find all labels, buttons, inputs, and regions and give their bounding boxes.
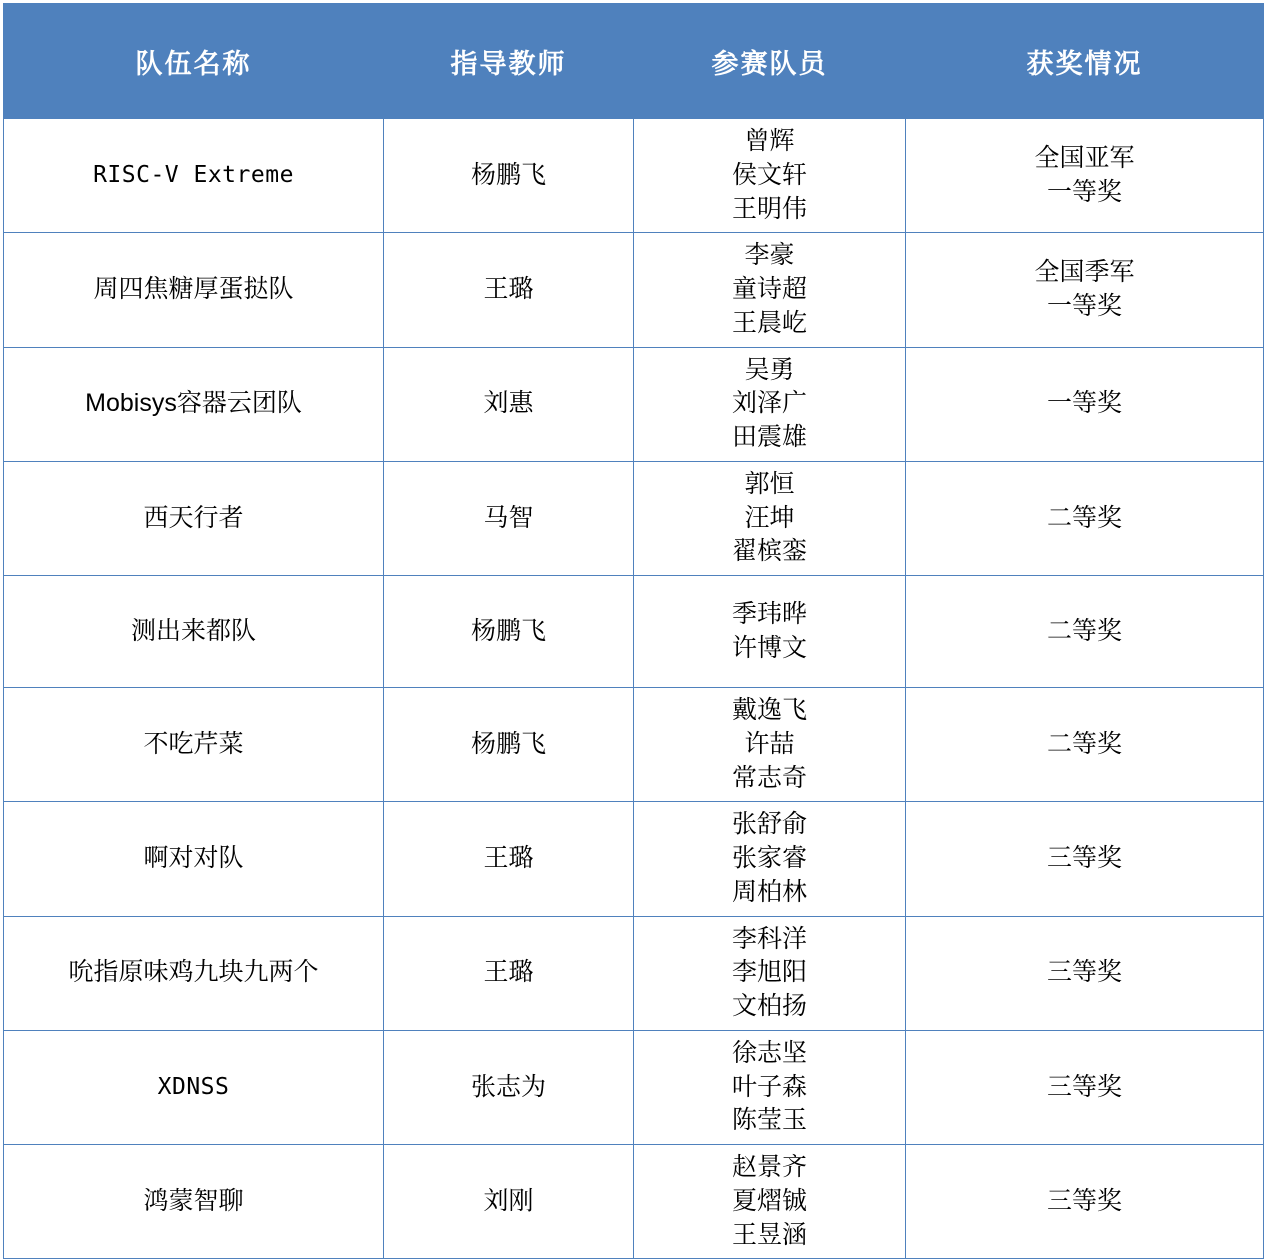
award-label: 三等奖	[1046, 1072, 1122, 1101]
cell-advisor: 杨鹏飞	[384, 119, 634, 233]
member-name: 刘泽广	[731, 389, 807, 418]
cell-team-name: Mobisys容器云团队	[4, 347, 384, 461]
cell-award	[906, 1145, 1264, 1259]
cell-advisor: 杨鹏飞	[384, 576, 634, 688]
member-name: 王晨屹	[731, 308, 807, 337]
member-name: 赵景齐	[731, 1153, 807, 1181]
cell-members	[634, 119, 906, 233]
table-header	[4, 4, 1264, 119]
cell-advisor: 杨鹏飞	[384, 688, 634, 802]
member-name: 田震雄	[731, 423, 807, 451]
cell-team-name: 鸿蒙智聊	[4, 1145, 384, 1259]
cell-award	[906, 347, 1264, 461]
member-name: 李科洋	[731, 924, 807, 953]
cell-members	[634, 576, 906, 688]
award-label: 三等奖	[1046, 1186, 1122, 1215]
cell-members	[634, 461, 906, 575]
cell-award	[906, 1030, 1264, 1144]
cell-advisor: 王璐	[384, 802, 634, 916]
cell-members	[634, 347, 906, 461]
award-table-container	[0, 3, 1266, 1259]
table-row	[4, 916, 1264, 1030]
member-name: 许博文	[731, 633, 807, 662]
member-name: 张家睿	[731, 844, 807, 872]
member-name: 徐志坚	[731, 1038, 807, 1067]
cell-advisor: 王璐	[384, 233, 634, 347]
member-name: 李旭阳	[731, 958, 807, 987]
column-header-advisor: 指导教师	[384, 4, 634, 119]
cell-members	[634, 802, 906, 916]
table-row	[4, 233, 1264, 347]
table-row	[4, 688, 1264, 802]
cell-award	[906, 119, 1264, 233]
cell-award	[906, 916, 1264, 1030]
table-row	[4, 1145, 1264, 1259]
cell-award	[906, 576, 1264, 688]
member-name: 吴勇	[744, 355, 795, 384]
cell-team-name: 西天行者	[4, 461, 384, 575]
award-label: 一等奖	[1046, 177, 1122, 206]
cell-team-name: RISC-V Extreme	[4, 119, 384, 233]
cell-advisor: 张志为	[384, 1030, 634, 1144]
award-label: 全国亚军	[1034, 143, 1135, 172]
cell-members	[634, 1145, 906, 1259]
cell-award	[906, 688, 1264, 802]
member-name: 汪坤	[744, 503, 795, 532]
cell-members	[634, 1030, 906, 1144]
cell-members	[634, 916, 906, 1030]
cell-members	[634, 233, 906, 347]
header-row	[4, 4, 1264, 119]
award-label: 一等奖	[1046, 291, 1122, 320]
cell-award	[906, 461, 1264, 575]
cell-advisor: 王璐	[384, 916, 634, 1030]
table-row	[4, 347, 1264, 461]
award-label: 全国季军	[1034, 258, 1135, 287]
member-name: 陈莹玉	[731, 1106, 807, 1135]
cell-award	[906, 233, 1264, 347]
award-label: 二等奖	[1046, 616, 1122, 645]
column-header-team-name: 队伍名称	[4, 4, 384, 119]
column-header-members: 参赛队员	[634, 4, 906, 119]
table-row	[4, 461, 1264, 575]
member-name: 王明伟	[731, 194, 807, 223]
cell-team-name: 吮指原味鸡九块九两个	[4, 916, 384, 1030]
member-name: 童诗超	[731, 275, 807, 303]
cell-team-name: 不吃芹菜	[4, 688, 384, 802]
table-body	[4, 119, 1264, 1259]
member-name: 季玮晔	[731, 599, 807, 628]
cell-members	[634, 688, 906, 802]
member-name: 文柏扬	[731, 992, 807, 1020]
award-label: 二等奖	[1046, 729, 1122, 758]
member-name: 叶子森	[731, 1072, 807, 1101]
member-name: 张舒俞	[731, 810, 807, 839]
table-row	[4, 1030, 1264, 1144]
cell-advisor: 马智	[384, 461, 634, 575]
cell-advisor: 刘惠	[384, 347, 634, 461]
member-name: 李豪	[744, 241, 795, 270]
award-label: 一等奖	[1046, 389, 1122, 418]
member-name: 夏熠铖	[731, 1186, 807, 1215]
member-name: 戴逸飞	[731, 696, 807, 724]
table-row	[4, 119, 1264, 233]
member-name: 郭恒	[744, 469, 795, 498]
award-label: 二等奖	[1046, 503, 1122, 532]
award-label: 三等奖	[1046, 844, 1122, 872]
cell-team-name: XDNSS	[4, 1030, 384, 1144]
table-row	[4, 576, 1264, 688]
cell-team-name: 周四焦糖厚蛋挞队	[4, 233, 384, 347]
award-table	[3, 3, 1264, 1259]
cell-team-name: 测出来都队	[4, 576, 384, 688]
award-label: 三等奖	[1046, 958, 1122, 987]
column-header-award: 获奖情况	[906, 4, 1264, 119]
member-name: 翟槟銮	[731, 537, 807, 566]
member-name: 侯文轩	[731, 160, 807, 189]
member-name: 曾辉	[744, 127, 795, 155]
member-name: 王昱涵	[731, 1220, 807, 1249]
cell-team-name: 啊对对队	[4, 802, 384, 916]
cell-award	[906, 802, 1264, 916]
cell-advisor: 刘刚	[384, 1145, 634, 1259]
member-name: 周柏林	[731, 877, 807, 906]
member-name: 常志奇	[731, 763, 807, 792]
table-row	[4, 802, 1264, 916]
member-name: 许喆	[744, 729, 795, 758]
